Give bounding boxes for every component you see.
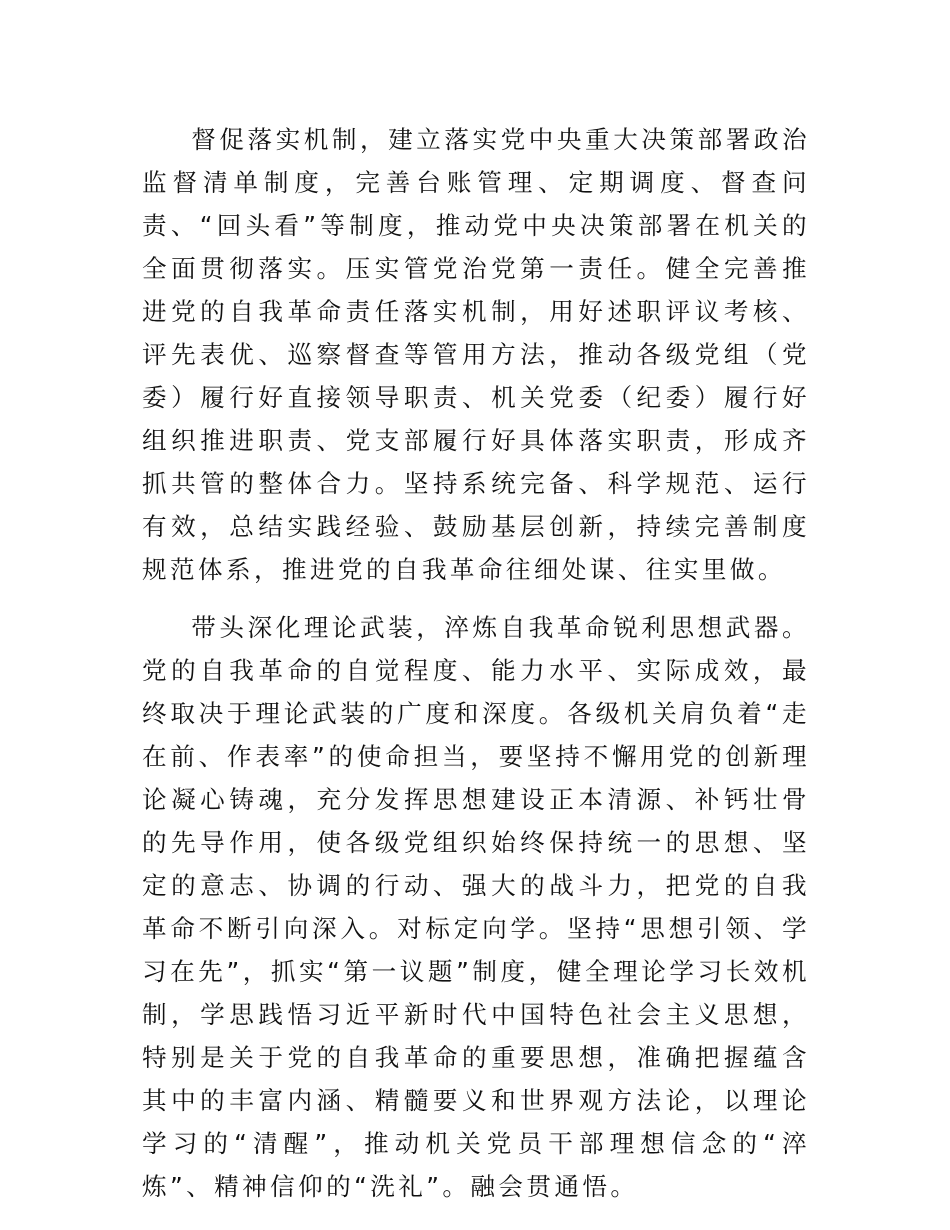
paragraph-theoretical-arming: 带头深化理论武装，淬炼自我革命锐利思想武器。党的自我革命的自觉程度、能力水平、实际成效，最终取决于理论武装的广度和深度。各级机关肩负着“走在前、作表率”的使命担当，要坚持不懈用党的创新理论凝心铸魂，充分发挥思想建设正本清源、补钙壮骨的先导作用，使各级党组织始终保持统一的思想、坚定的意志、协调的行动、强大的战斗力，把党的自我革命不断引向深入。对标定向学。坚持“思想引领、学习在先”，抓实“第一议题”制度，健全理论学习长效机制，学思践悟习近平新时代中国特色社会主义思想，特别是关于党的自我革命的重要思想，准确把握蕴含其中的丰富内涵、精髓要义和世界观方法论，以理论学习的“清醒”，推动机关党员干部理想信念的“淬炼”、精神信仰的“洗礼”。融会贯通悟。 xyxy=(142,613,810,1201)
paragraph-supervision-mechanism: 督促落实机制，建立落实党中央重大决策部署政治监督清单制度，完善台账管理、定期调度、督查问责、“回头看”等制度，推动党中央决策部署在机关的全面贯彻落实。压实管党治党第一责任。健全完善推进党的自我革命责任落实机制，用好述职评议考核、评先表优、巡察督查等管用方法，推动各级党组（党委）履行好直接领导职责、机关党委（纪委）履行好组织推进职责、党支部履行好具体落实职责，形成齐抓共管的整体合力。坚持系统完备、科学规范、运行有效，总结实践经验、鼓励基层创新，持续完善制度规范体系，推进党的自我革命往细处谋、往实里做。 xyxy=(142,125,810,584)
document-page xyxy=(142,118,810,1208)
